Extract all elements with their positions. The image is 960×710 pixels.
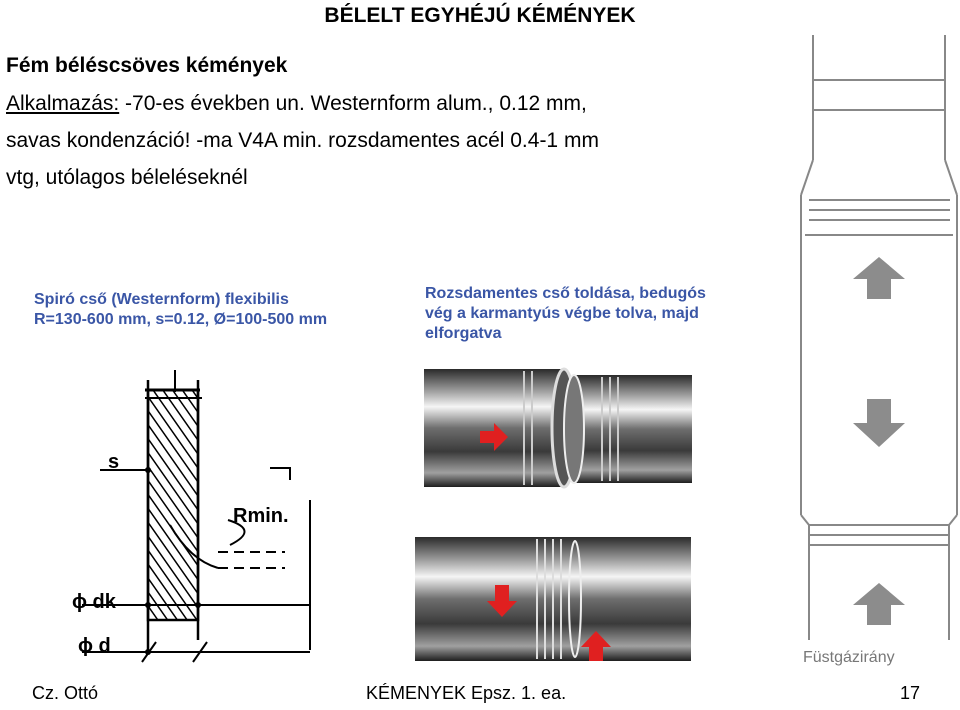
body-line-1 [6,92,587,116]
body-line-2: savas kondenzáció! -ma V4A min. rozsdamentes acél 0.4-1 mm [6,129,599,152]
spiral-pipe-cross-section [60,370,410,670]
gray-arrow-up-icon-2 [853,583,905,625]
caption-right-line-2: vég a karmantyús végbe tolva, majd [425,305,699,322]
label-rmin: Rmin. [233,505,289,527]
pipe-wall-hatched [148,390,198,620]
caption-left-line-1: Spiró cső (Westernform) flexibilis [34,291,289,308]
footer-author: Cz. Ottó [32,683,99,703]
pipe-joint-photo-before [424,357,692,507]
label-s: s [108,451,120,473]
caption-pipe-joining [425,284,785,344]
application-label: Alkalmazás: [6,92,120,115]
body-line-3: vtg, utólagos béleléseknél [6,166,248,189]
label-d: ϕ d [78,635,111,657]
footer-page-number: 17 [900,683,921,703]
slide-title: BÉLELT EGYHÉJÚ KÉMÉNYEK [324,4,636,27]
section-heading: Fém béléscsöves kémények [6,54,288,77]
caption-spiral-pipe [34,290,414,330]
caption-left-line-2: R=130-600 mm, s=0.12, Ø=100-500 mm [34,311,328,328]
gray-arrow-down-icon [853,399,905,447]
label-dk: ϕ dk [72,591,116,613]
flue-gas-direction-diagram [795,35,960,675]
caption-right-line-1: Rozsdamentes cső toldása, bedugós [425,285,706,302]
application-text: -70-es években un. Westernform alum., 0.12 mm, [119,92,587,115]
flue-direction-label: Füstgázirány [803,649,895,666]
caption-right-line-3: elforgatva [425,325,502,342]
footer-course: KÉMENYEK Epsz. 1. ea. [366,683,567,703]
gray-arrow-up-icon [853,257,905,299]
pipe-joint-photo-after [415,523,691,675]
